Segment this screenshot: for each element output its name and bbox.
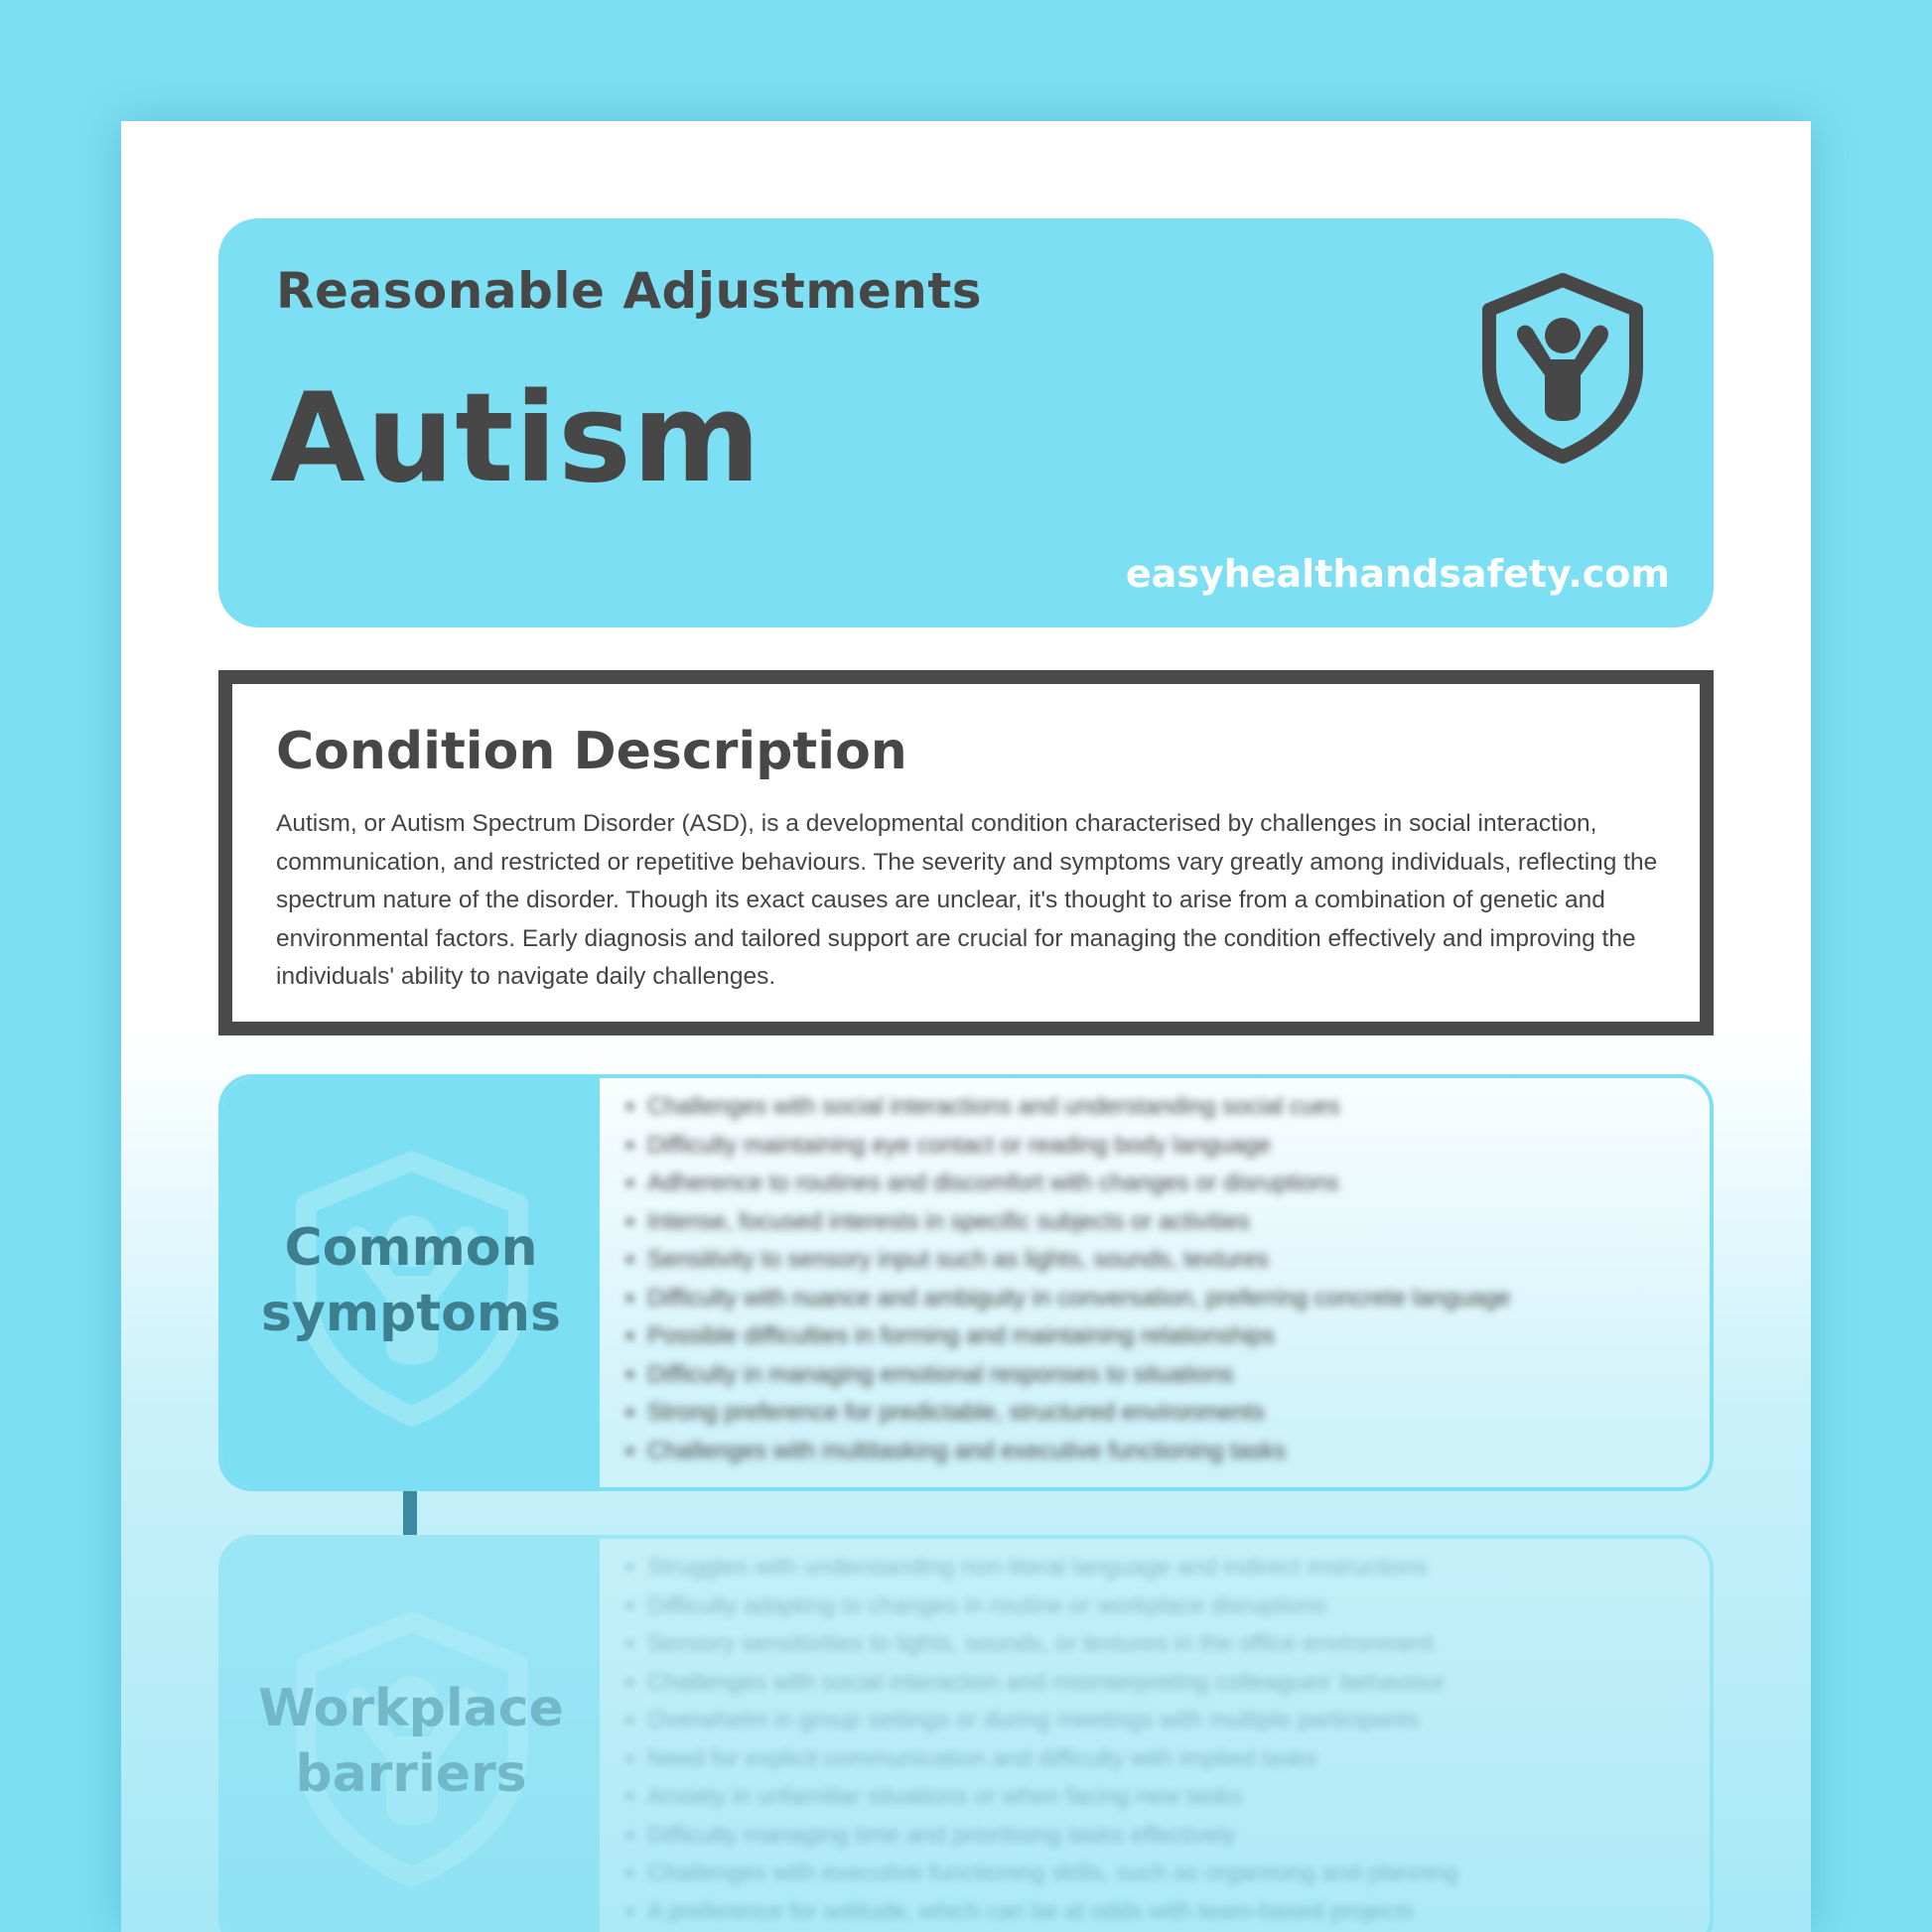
section-label-line1: Common xyxy=(284,1218,538,1278)
shield-person-icon xyxy=(1477,272,1648,465)
document-title: Autism xyxy=(270,367,762,510)
document-page xyxy=(121,121,1811,1932)
section-label-column xyxy=(222,1539,600,1932)
list-item: • Strong preference for predictable, structured environments xyxy=(647,1394,1700,1433)
list-item: • A preference for solitude, which can be at odds with team-based projects xyxy=(647,1893,1700,1932)
common-symptoms-section xyxy=(218,1074,1714,1491)
list-item: • Intense, focused interests in specific subjects or activities xyxy=(647,1203,1700,1242)
list-item: • Adherence to routines and discomfort with changes or disruptions xyxy=(647,1165,1700,1203)
list-item: • Difficulty managing time and prioritising tasks effectively xyxy=(647,1817,1700,1856)
section-label-column xyxy=(222,1078,600,1487)
barriers-list xyxy=(620,1549,1700,1931)
document-subtitle: Reasonable Adjustments xyxy=(276,262,982,320)
list-item: • Challenges with executive functioning skills, such as organising and planning xyxy=(647,1855,1700,1893)
list-item: • Overwhelm in group settings or during meetings with multiple participants xyxy=(647,1702,1700,1740)
list-item: • Sensory sensitivities to lights, sounds, or textures in the office environment xyxy=(647,1625,1700,1664)
section-label-line2: barriers xyxy=(295,1744,527,1804)
condition-description-heading: Condition Description xyxy=(276,722,907,781)
list-item: • Difficulty adapting to changes in routine or workplace disruptions xyxy=(647,1587,1700,1626)
list-item: • Possible difficulties in forming and maintaining relationships xyxy=(647,1317,1700,1356)
section-label xyxy=(222,1676,600,1807)
section-connector xyxy=(403,1491,417,1535)
list-item: • Anxiety in unfamiliar situations or when facing new tasks xyxy=(647,1778,1700,1817)
list-item: • Challenges with social interaction and misinterpreting colleagues' behaviour xyxy=(647,1664,1700,1703)
list-item: • Need for explicit communication and difficulty with implied tasks xyxy=(647,1740,1700,1779)
workplace-barriers-section xyxy=(218,1535,1714,1932)
list-item: • Difficulty with nuance and ambiguity in conversation, preferring concrete language xyxy=(647,1280,1700,1318)
section-label xyxy=(222,1215,600,1346)
list-item: • Sensitivity to sensory input such as lights, sounds, textures xyxy=(647,1241,1700,1280)
list-item: • Struggles with understanding non-literal language and indirect instructions xyxy=(647,1549,1700,1587)
list-item: • Challenges with social interactions and understanding social cues xyxy=(647,1088,1700,1127)
symptoms-list xyxy=(620,1088,1700,1470)
list-item: • Challenges with multitasking and executive functioning tasks xyxy=(647,1433,1700,1471)
list-item: • Difficulty in managing emotional responses to situations xyxy=(647,1356,1700,1395)
header-banner xyxy=(218,218,1714,627)
section-label-line2: symptoms xyxy=(261,1284,561,1343)
condition-description-text: Autism, or Autism Spectrum Disorder (ASD), is a developmental condition characterised by challenges in social interaction, communication, and restricted or repetitive behaviours. The severity and symptoms vary greatly among individuals, reflecting the spectrum nature of the disorder. Though its exact causes are unclear, it's thought to arise from a combination of genetic and environmental factors. Early diagnosis and tailored support are crucial for managing the condition effectively and improving the individuals' ability to navigate daily challenges. xyxy=(276,810,1658,990)
section-label-line1: Workplace xyxy=(258,1679,564,1738)
list-item: • Difficulty maintaining eye contact or reading body language xyxy=(647,1127,1700,1166)
website-link[interactable]: easyhealthandsafety.com xyxy=(1125,552,1670,596)
condition-description-box xyxy=(218,670,1714,1035)
